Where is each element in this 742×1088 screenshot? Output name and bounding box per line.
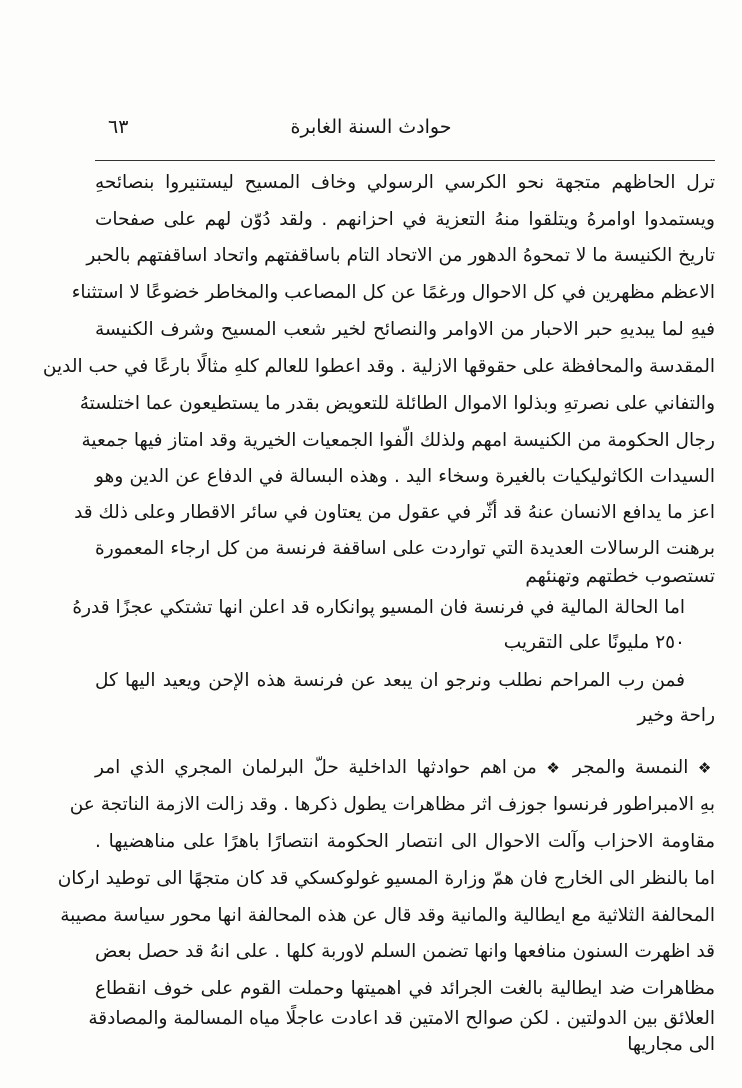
text-line: المقدسة والمحافظة على حقوقها الازلية . وقد اعطوا للعالم كلهِ مثالًا بارعًا في حب الدين (42, 356, 715, 377)
text-line: راحة وخير (637, 705, 715, 726)
text-line: رجال الحكومة من الكنيسة امهم ولذلك الّفوا الجمعيات الخيرية وقد امتاز فيها جمعية (81, 430, 715, 451)
text-line: والتفاني على نصرتهِ وبذلوا الاموال الطائلة للتعويض بقدر ما يستطيعون عما اختلستهُ (79, 393, 715, 414)
text-line: قد اظهرت السنون منافعها وانها تضمن السلم لاوربة كلها . على انهُ قد حصل بعض (95, 941, 715, 962)
text-line: بهِ الامبراطور فرنسوا جوزف اثر مظاهرات يطول ذكرها . وقد زالت الازمة الناتجة عن (69, 794, 715, 815)
section-heading-line (95, 753, 715, 783)
text-line: اما الحالة المالية في فرنسة فان المسيو پوانكاره قد اعلن انها تشتكي عجزًا قدرهُ (72, 597, 685, 618)
text-line: ترل الحاظهم متجهة نحو الكرسي الرسولي وخاف المسيح ليستنيروا بنصائحهِ (95, 172, 715, 193)
text-line: فيهِ لما يبديهِ حبر الاحبار من الاوامر والنصائح لخير شعب المسيح وشرف الكنيسة (95, 319, 715, 340)
text-line: ويستمدوا اوامرهُ ويتلقوا منهُ التعزية في احزانهم . ولقد دُوّن لهم على صفحات (95, 209, 715, 230)
section-heading: النمسة والمجر (572, 757, 689, 778)
text-line: اما بالنظر الى الخارج فان همّ وزارة المسيو غولوكسكي قد كان متجهًا الى توطيد اركان (57, 868, 715, 889)
text-line: ٢٥٠ مليونًا على التقريب (503, 632, 685, 653)
text-line: الى مجاريها (627, 1034, 715, 1055)
ornament-icon: ❖ (546, 759, 564, 777)
text-line: مقاومة الاحزاب وآلت الاحوال الى انتصار الحكومة انتصارًا باهرًا على مناهضيها . (95, 831, 715, 852)
text-line: السيدات الكاثوليكيات بالغيرة وسخاء اليد . وهذه البسالة في الدفاع عن الدين وهو (95, 466, 715, 487)
text-line: اعز ما يدافع الانسان عنهُ قد أثّر في عقول من يعتاون في سائر الاقطار وعلى ذلك قد (74, 502, 715, 523)
text-line: تاريخ الكنيسة ما لا تمحوهُ الدهور من الاتحاد التام باساقفتهم واتحاد اساقفتهم بالحبر (86, 245, 715, 266)
text-line: الاعظم مظهرين في كل الاحوال ورغمًا عن كل المصاعب والمخاطر خضوعًا لا استثناء (71, 282, 715, 303)
text-line: العلائق بين الدولتين . لكن صوالح الامتين قد اعادت عاجلًا مياه المسالمة والمصادقة (88, 1008, 715, 1029)
text-line: من اهم حوادثها الداخلية حلّ البرلمان المجري الذي امر (95, 757, 537, 778)
text-line: فمن رب المراحم نطلب ونرجو ان يبعد عن فرنسة هذه الإحن ويعيد اليها كل (95, 670, 685, 691)
ornament-icon: ❖ (697, 759, 715, 777)
page-number: ٦٣ (108, 116, 129, 138)
text-line: المحالفة الثلاثية مع ايطالية والمانية وقد قال عن هذه المحالفة انها محور سياسة مصيبة (60, 905, 715, 926)
text-line: تستصوب خطتهم وتهنئهم (525, 566, 715, 587)
running-title: حوادث السنة الغابرة (290, 116, 452, 138)
header-rule (95, 160, 715, 161)
text-line: برهنت الرسالات العديدة التي تواردت على اساقفة فرنسة من كل ارجاء المعمورة (95, 538, 715, 559)
text-line: مظاهرات ضد ايطالية بالغت الجرائد في اهميتها وحملت القوم على خوف انقطاع (95, 978, 715, 999)
